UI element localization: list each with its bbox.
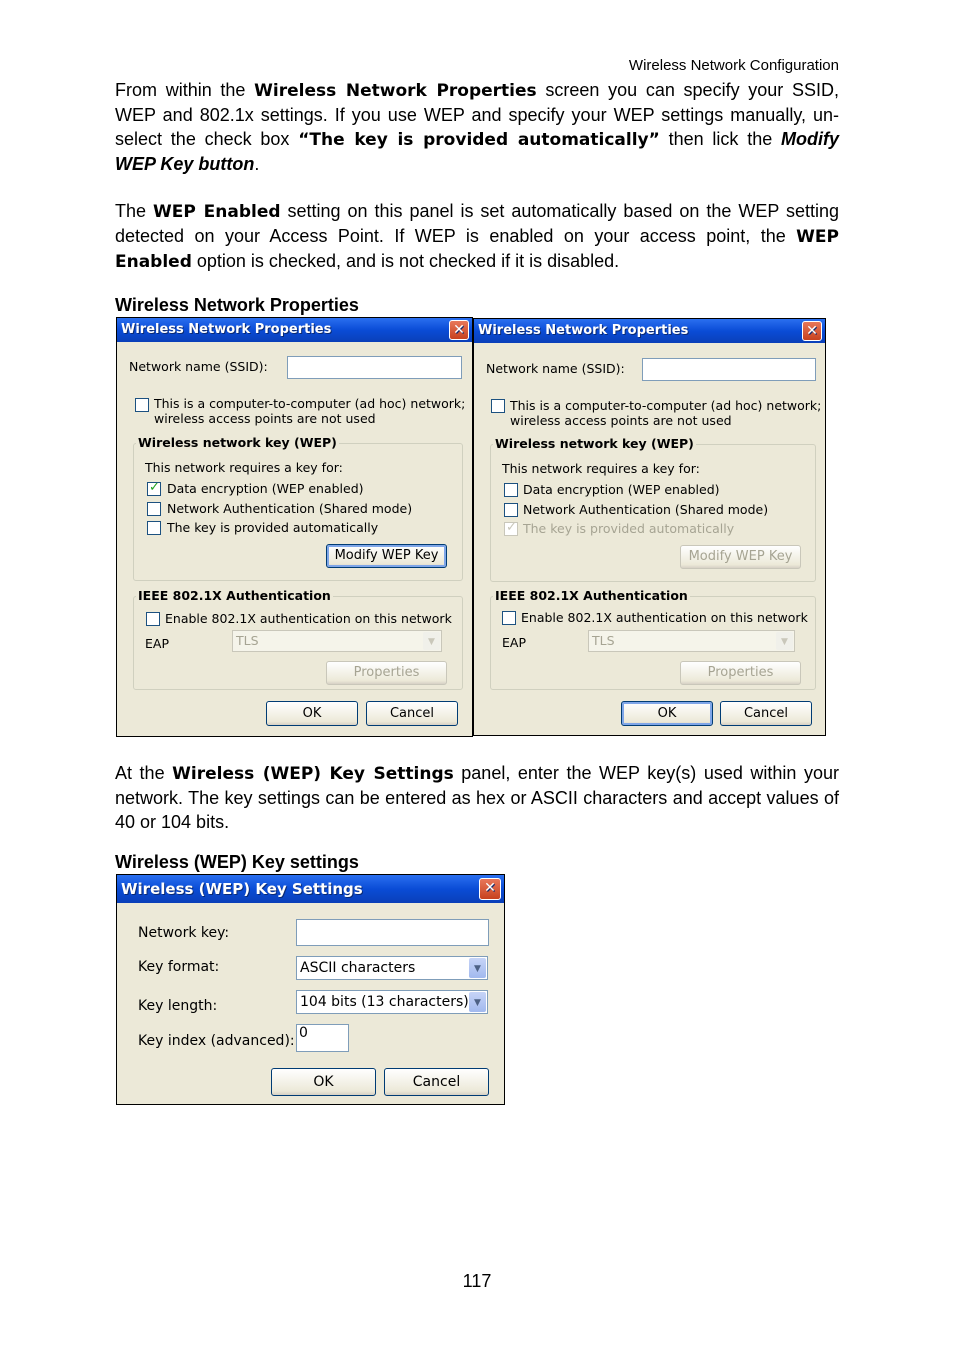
network-authentication-checkbox[interactable]	[504, 503, 518, 517]
close-icon: ✕	[453, 322, 465, 338]
key-automatic-checkbox[interactable]	[504, 522, 518, 536]
dialog-title: Wireless (WEP) Key Settings	[121, 880, 363, 898]
adhoc-line-2: wireless access points are not used	[154, 411, 376, 426]
key-format-select[interactable]	[296, 956, 488, 980]
page-number: 117	[462, 1271, 492, 1291]
text-bold: WEP Enabled	[152, 202, 281, 222]
properties-button[interactable]: Properties	[326, 661, 447, 685]
text: .	[254, 154, 260, 174]
dialog-properties-right	[473, 318, 826, 736]
ieee-group-title: IEEE 802.1X Authentication	[138, 588, 331, 603]
text: At the	[115, 763, 173, 783]
ssid-label: Network name (SSID):	[129, 359, 268, 374]
key-format-value: ASCII characters	[300, 960, 416, 976]
ssid-label: Network name (SSID):	[486, 361, 625, 376]
adhoc-label	[510, 398, 821, 428]
key-length-select[interactable]	[296, 990, 488, 1014]
chevron-down-icon: ▼	[423, 632, 440, 650]
key-index-input[interactable]: 0	[296, 1024, 349, 1052]
ieee-group-title: IEEE 802.1X Authentication	[495, 588, 688, 603]
network-key-input[interactable]	[296, 919, 489, 946]
key-length-value: 104 bits (13 characters)	[300, 994, 469, 1010]
data-encryption-label: Data encryption (WEP enabled)	[167, 481, 364, 496]
wep-group-title: Wireless network key (WEP)	[138, 435, 337, 450]
eap-label: EAP	[502, 635, 526, 650]
cancel-button[interactable]: Cancel	[720, 701, 812, 726]
data-encryption-checkbox[interactable]	[147, 482, 161, 496]
text: panel, enter the WEP key(s) used within your network. The key settings can be entered as hex or ASCII characters and accept values of 40 or 104 bits.	[115, 763, 840, 832]
adhoc-checkbox[interactable]	[491, 399, 505, 413]
text: screen you can specify your SSID, WEP and 802.1x settings. If you use WEP and specify your WEP settings manually, un-select the check box	[115, 80, 839, 149]
close-icon: ✕	[806, 323, 818, 339]
dialog-key-settings	[116, 874, 505, 1105]
title-bar	[474, 319, 825, 343]
ok-button[interactable]: OK	[621, 701, 713, 726]
wep-group-title: Wireless network key (WEP)	[495, 436, 694, 451]
adhoc-line-2: wireless access points are not used	[510, 413, 732, 428]
close-button[interactable]	[479, 878, 501, 900]
modify-wep-key-button[interactable]: Modify WEP Key	[326, 544, 447, 568]
modify-wep-key-button[interactable]: Modify WEP Key	[680, 545, 801, 569]
text: option is checked, and is not checked if it is disabled.	[191, 251, 620, 271]
chevron-down-icon: ▼	[469, 992, 486, 1012]
ok-button[interactable]: OK	[266, 701, 358, 726]
key-automatic-label: The key is provided automatically	[523, 521, 735, 536]
requires-label: This network requires a key for:	[145, 460, 343, 475]
chevron-down-icon: ▼	[776, 632, 793, 650]
eap-select[interactable]	[232, 630, 442, 652]
adhoc-line-1: This is a computer-to-computer (ad hoc) network;	[510, 398, 822, 413]
text: From within the	[115, 80, 255, 100]
enable-8021x-checkbox[interactable]	[502, 611, 516, 625]
enable-8021x-checkbox[interactable]	[146, 612, 160, 626]
enable-8021x-label: Enable 802.1X authentication on this network	[521, 610, 808, 625]
close-button[interactable]	[449, 320, 469, 340]
intro-paragraph-1	[115, 78, 839, 176]
cancel-button[interactable]: Cancel	[366, 701, 458, 726]
data-encryption-label: Data encryption (WEP enabled)	[523, 482, 720, 497]
dialog-title: Wireless Network Properties	[478, 323, 689, 338]
key-automatic-label: The key is provided automatically	[167, 520, 379, 535]
network-authentication-checkbox[interactable]	[147, 502, 161, 516]
cancel-button[interactable]: Cancel	[384, 1068, 489, 1096]
eap-value: TLS	[236, 633, 259, 648]
ssid-input[interactable]	[287, 356, 462, 379]
text-bold-italic: Modify WEP Key button	[115, 129, 839, 174]
network-authentication-label: Network Authentication (Shared mode)	[523, 502, 769, 517]
key-format-label: Key format:	[138, 959, 220, 975]
key-automatic-checkbox[interactable]	[147, 521, 161, 535]
adhoc-line-1: This is a computer-to-computer (ad hoc) network;	[154, 396, 466, 411]
network-key-label: Network key:	[138, 925, 230, 941]
dialog-title: Wireless Network Properties	[121, 322, 332, 337]
close-button[interactable]	[802, 321, 822, 341]
key-length-label: Key length:	[138, 998, 218, 1014]
eap-label: EAP	[145, 636, 169, 651]
text-bold: Wireless Network Properties	[254, 81, 537, 101]
network-authentication-label: Network Authentication (Shared mode)	[167, 501, 413, 516]
title-bar	[117, 318, 472, 342]
properties-button[interactable]: Properties	[680, 661, 801, 685]
text-bold: “The key is provided automatically”	[298, 130, 660, 150]
close-icon: ✕	[484, 880, 496, 896]
data-encryption-checkbox[interactable]	[504, 483, 518, 497]
ssid-input[interactable]	[642, 358, 816, 381]
ok-button[interactable]: OK	[271, 1068, 376, 1096]
intro-paragraph-2	[115, 199, 839, 274]
text: then lick the	[659, 129, 781, 149]
text-bold: Wireless (WEP) Key Settings	[172, 764, 454, 784]
text-bold: WEP Enabled	[115, 227, 839, 272]
text: setting on this panel is set automatically based on the WEP setting detected on your Access Point. If WEP is enabled on your access point, the	[115, 201, 840, 246]
eap-value: TLS	[592, 633, 615, 648]
title-bar	[117, 875, 504, 903]
figure-title-key-settings: Wireless (WEP) Key settings	[115, 852, 359, 872]
key-index-label: Key index (advanced):	[138, 1033, 295, 1049]
figure-title-properties: Wireless Network Properties	[115, 295, 359, 315]
adhoc-checkbox[interactable]	[135, 398, 149, 412]
running-header: Wireless Network Configuration	[628, 57, 839, 74]
requires-label: This network requires a key for:	[502, 461, 700, 476]
adhoc-label	[154, 396, 465, 426]
eap-select[interactable]	[588, 630, 795, 652]
enable-8021x-label: Enable 802.1X authentication on this network	[165, 611, 452, 626]
dialog-properties-left	[116, 317, 473, 737]
chevron-down-icon: ▼	[469, 958, 486, 978]
paragraph-3	[115, 761, 839, 834]
text: The	[115, 201, 153, 221]
